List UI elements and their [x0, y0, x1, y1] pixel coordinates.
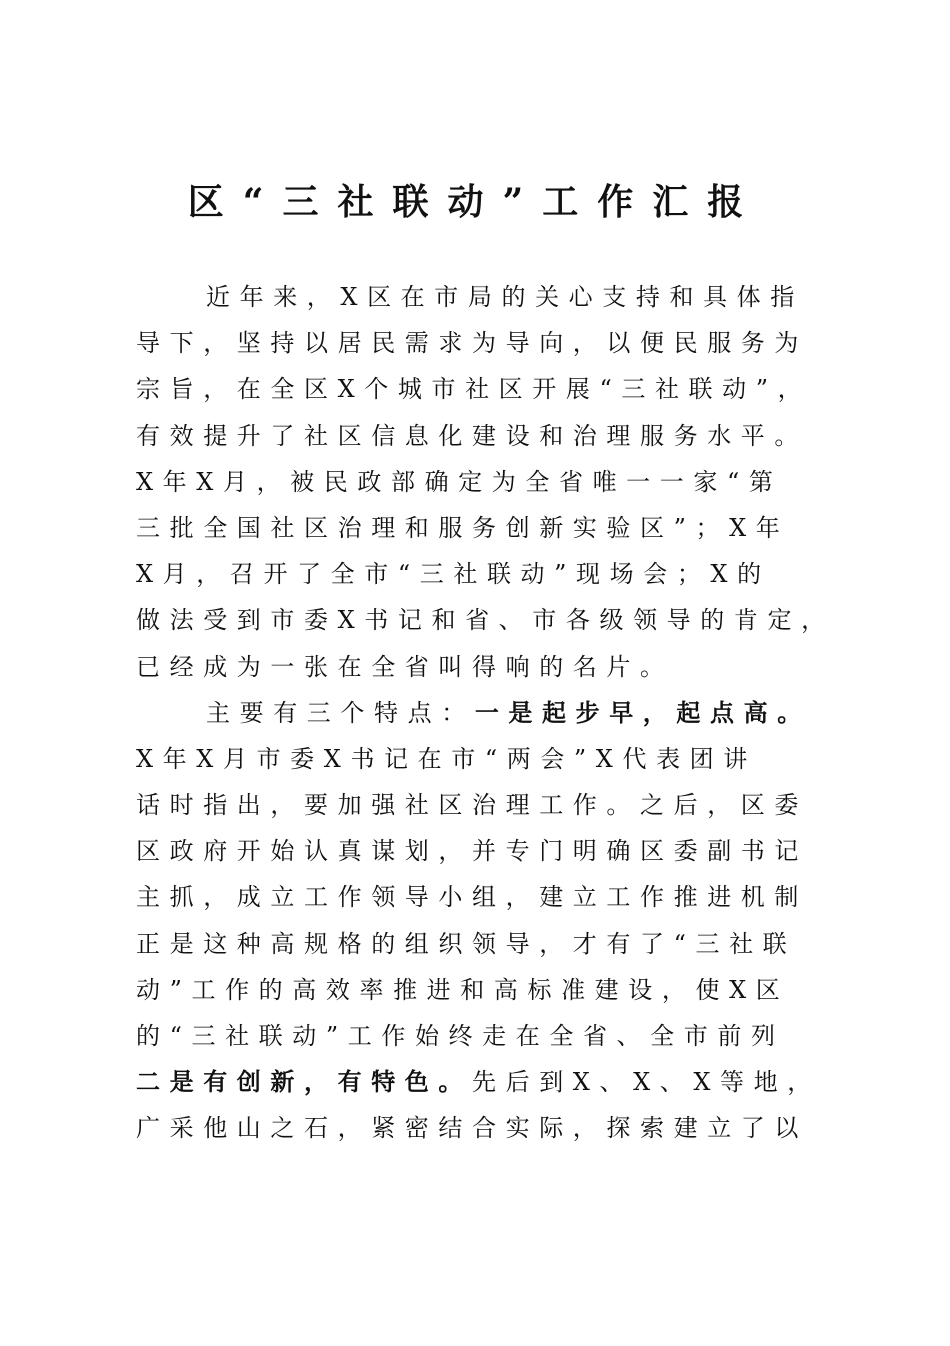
- body-line: [136, 736, 856, 782]
- body-line: [136, 644, 856, 690]
- document-title: 区“三社联动”工作汇报: [187, 181, 763, 223]
- body-line: [136, 505, 856, 551]
- body-line: [136, 413, 856, 459]
- body-line: [136, 274, 856, 320]
- line-text: X年X月市委X书记在市“两会”X代表团讲: [136, 744, 757, 773]
- line-text: 近年来，X区在市局的关心支持和具体指: [206, 283, 804, 311]
- body-line: [136, 828, 856, 874]
- line-text: 主抓，成立工作领导小组，建立工作推进机制: [136, 883, 808, 912]
- line-text: 正是这种高规格的组织领导，才有了“三社联: [136, 929, 797, 958]
- line-text: 的“三社联动”工作始终走在全省、全市前列: [136, 1022, 785, 1050]
- body-line: [136, 1013, 856, 1059]
- body-line: [136, 690, 856, 736]
- body-line: [136, 1105, 856, 1151]
- body-line: [136, 459, 856, 505]
- body-line: [136, 597, 856, 643]
- line-text: 三批全国社区治理和服务创新实验区”；X年: [136, 513, 790, 542]
- body-line: [136, 874, 856, 920]
- line-text: 区政府开始认真谋划，并专门明确区委副书记: [136, 837, 808, 866]
- line-text: 主要有三个特点：: [206, 698, 475, 727]
- line-text: 有效提升了社区信息化建设和治理服务水平。: [136, 421, 808, 450]
- line-text: 先后到X、X、X等地，: [472, 1068, 821, 1097]
- highlight-point-one: 一是起步早，起点高。: [474, 697, 811, 727]
- line-text: X年X月，被民政部确定为全省唯一一家“第: [136, 467, 783, 496]
- line-text: 动”工作的高效率推进和高标准建设，使X区: [136, 975, 790, 1004]
- document-body: [136, 274, 856, 1152]
- line-text: 已经成为一张在全省叫得响的名片。: [136, 652, 674, 681]
- line-text: 宗旨，在全区X个城市社区开展“三社联动”，: [136, 375, 812, 404]
- highlight-point-two: 二是有创新，有特色。: [136, 1067, 472, 1097]
- body-line: [136, 551, 856, 597]
- line-text: 广采他山之石，紧密结合实际，探索建立了以: [136, 1114, 808, 1143]
- body-line: [136, 921, 856, 967]
- body-line: [136, 366, 856, 412]
- line-text: 做法受到市委X书记和省、市各级领导的肯定，: [136, 606, 835, 635]
- body-line: [136, 967, 856, 1013]
- body-line: [136, 782, 856, 828]
- body-line: [136, 320, 856, 366]
- line-text: X月，召开了全市“三社联动”现场会；X的: [136, 560, 771, 589]
- line-text: 话时指出，要加强社区治理工作。之后，区委: [136, 791, 808, 820]
- line-text: 导下，坚持以居民需求为导向，以便民服务为: [136, 329, 808, 358]
- body-line: [136, 1059, 856, 1105]
